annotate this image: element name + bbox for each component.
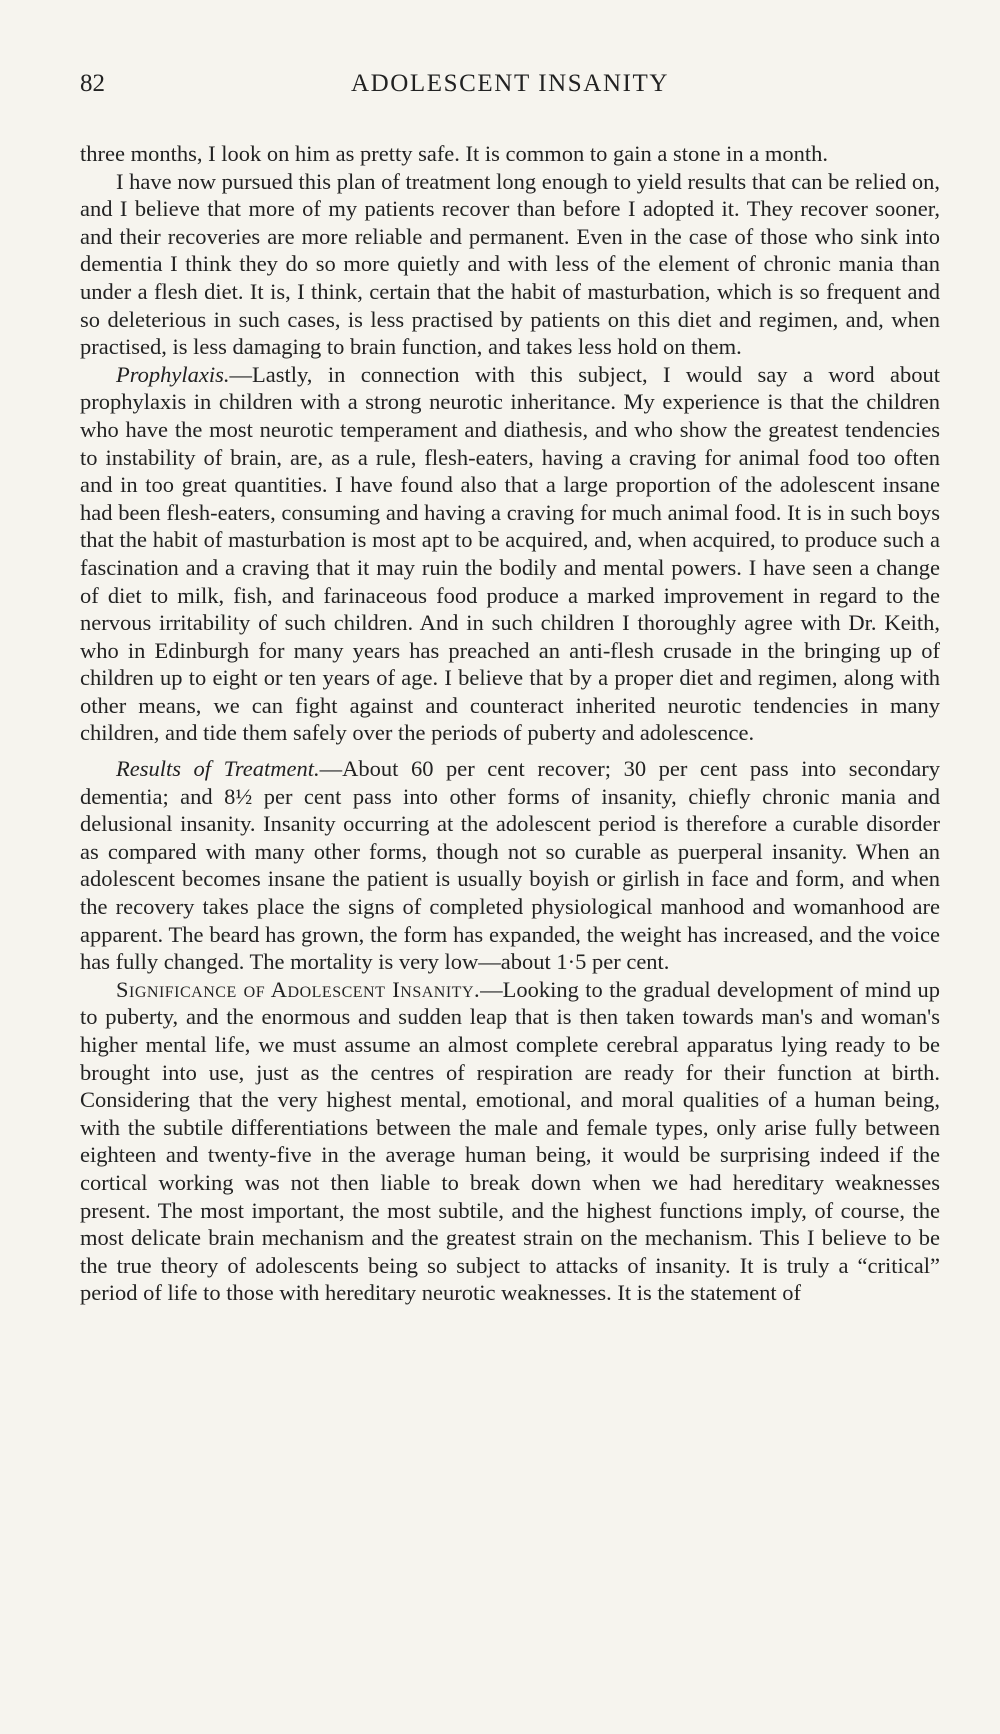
paragraph-significance	[80, 976, 940, 1307]
page-number: 82	[80, 70, 105, 97]
paragraph-treatment-results	[80, 168, 940, 361]
paragraph-continuation	[80, 140, 940, 168]
paragraph-text: I have now pursued this plan of treatment long enough to yield results that can be relied on, and I believe that more of my patients recover than before I adopted it. They recover sooner, and their recoveries are more reliable and permanent. Even in the case of those who sink into dementia I think they do so more quietly and with less of the element of chronic mania than under a flesh diet. It is, I think, certain that the habit of masturbation, which is so frequent and so deleterious in such cases, is less practised by patients on this diet and regimen, and, when practised, is less damaging to brain function, and takes less hold on them.	[80, 168, 940, 360]
paragraph-text: —Lastly, in connection with this subject, I would say a word about prophylaxis in children with a strong neurotic inheritance. My experience is that the children who have the most neurotic temperament and diathesis, and who show the greatest tendencies to instability of brain, are, as a rule, flesh-eaters, having a craving for animal food too often and in too great quantities. I have found also that a large proportion of the adolescent insane had been flesh-eaters, consuming and having a craving for much animal food. It is in such boys that the habit of masturbation is most apt to be acquired, and, when acquired, to produce such a fascination and a craving that it may ruin the bodily and mental powers. I have seen a change of diet to milk, fish, and farinaceous food produce a marked improvement in regard to the nervous irritability of such children. And in such children I thoroughly agree with Dr. Keith, who in Edinburgh for many years has preached an anti-flesh crusade in the bringing up of children up to eight or ten years of age. I believe that by a proper diet and regimen, along with other means, we can fight against and counteract inherited neurotic tendencies in many children, and tide them safely over the periods of puberty and adolescence.	[80, 361, 940, 746]
paragraph-text: —About 60 per cent recover; 30 per cent pass into secondary dementia; and 8½ per cent pass into other forms of insanity, chiefly chronic mania and delusional insanity. Insanity occurring at the adolescent period is therefore a curable disorder as compared with many other forms, though not so curable as puerperal insanity. When an adolescent becomes insane the patient is usually boyish or girlish in face and form, and when the recovery takes place the signs of completed physiological manhood and womanhood are apparent. The beard has grown, the form has expanded, the weight has increased, and the voice has fully changed. The mortality is very low—about 1·5 per cent.	[80, 756, 940, 975]
paragraph-prophylaxis	[80, 361, 940, 747]
body-text	[80, 140, 940, 1307]
book-page	[80, 70, 940, 1307]
running-head	[80, 70, 940, 114]
paragraph-text: three months, I look on him as pretty safe. It is common to gain a stone in a month.	[80, 141, 828, 166]
run-in-heading: Prophylaxis.	[116, 361, 230, 387]
paragraph-results-of-treatment	[80, 755, 940, 976]
run-in-heading: Results of Treatment.	[116, 756, 320, 782]
paragraph-text: —Looking to the gradual development of mind up to puberty, and the enormous and sudden leap that is then taken towards man's and woman's higher mental life, we must assume an almost complete cerebral apparatus lying ready to be brought into use, just as the centres of respiration are ready for their function at birth. Considering that the very highest mental, emotional, and moral qualities of a human being, with the subtile differentiations between the male and female types, only arise fully between eighteen and twenty-five in the average human being, it would be surprising indeed if the cortical working was not then liable to break down when we had hereditary weaknesses present. The most important, the most subtile, and the highest functions imply, of course, the most delicate brain mechanism and the greatest strain on the mechanism. This I believe to be the true theory of adolescents being so subject to attacks of insanity. It is truly a “critical” period of life to those with hereditary neurotic weaknesses. It is the statement of	[80, 976, 940, 1306]
run-in-heading: Significance of Adolescent Insanity.	[116, 976, 481, 1002]
running-title: ADOLESCENT INSANITY	[350, 70, 670, 97]
